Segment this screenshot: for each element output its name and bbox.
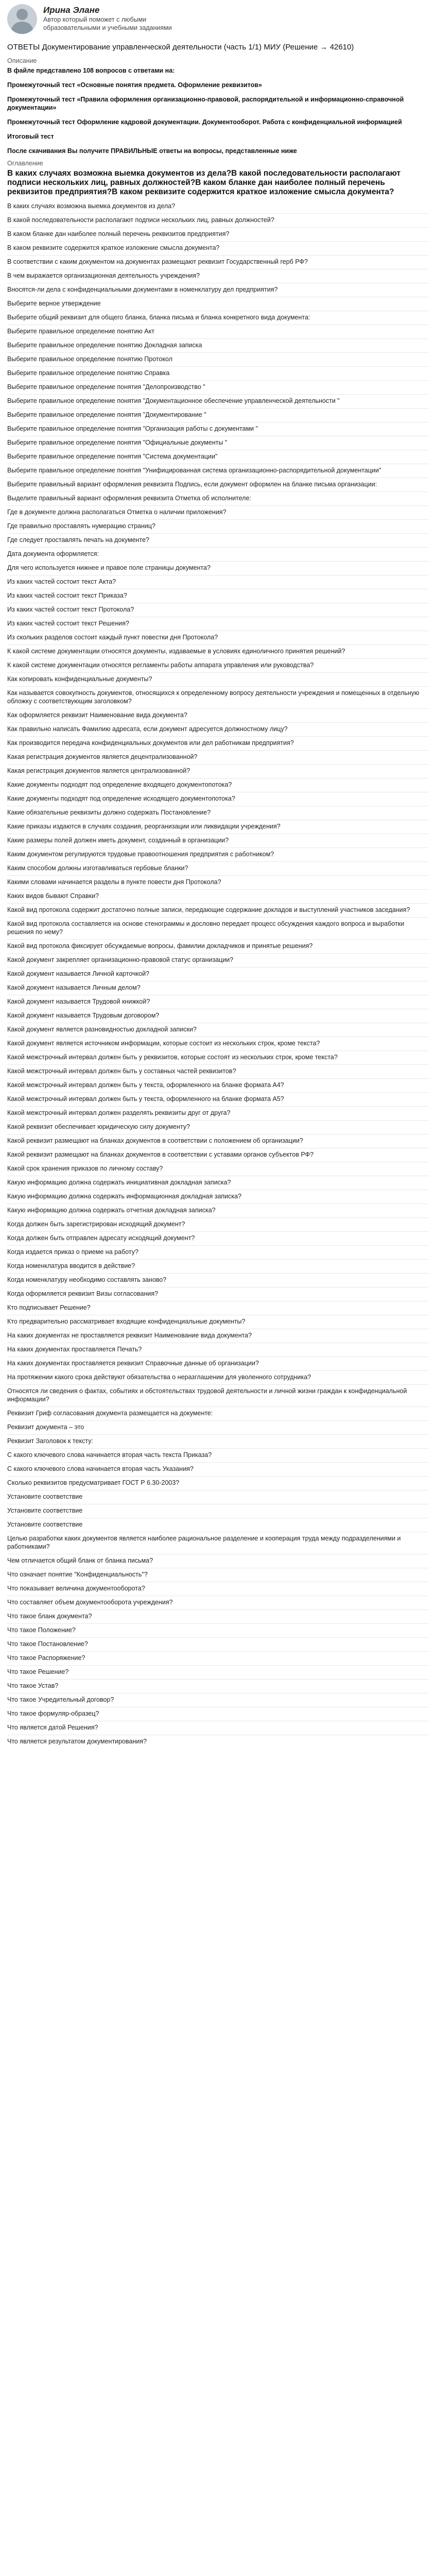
page-title: ОТВЕТЫ Документирование управленческой деятельности (часть 1/1) МИУ (Решение → 42610) [7,43,354,52]
toc-label: Оглавление [7,160,43,167]
question-item: Каким документом регулируются трудовые правоотношения предприятия с работником? [7,848,429,862]
toc-heading: В каких случаях возможна выемка документов из дела?В какой последовательности располагают подписи нескольких лиц, равных должностей?В каком бланке дан наиболее полный перечень реквизитов предприятия?В каком реквизите содержится краткое изложение смысла документа? [7,169,401,196]
question-item: Какие размеры полей должен иметь документ, созданный в организации? [7,834,429,848]
question-item: Какой вид протокола содержит достаточно полные записи, передающие содержание докладов и выступлений участников заседания? [7,904,429,918]
author-name[interactable]: Ирина Элане [43,5,100,15]
description-label: Описание [7,57,37,64]
question-item: Какая регистрация документов является централизованной? [7,765,429,778]
question-item: В чем выражается организационная деятельность учреждения? [7,269,429,283]
description-item: Промежуточный тест «Основные понятия предмета. Оформление реквизитов» [7,81,262,89]
question-item: Установите соответствие [7,1518,429,1532]
question-item: Что составляет объем документооборота учреждения? [7,1596,429,1610]
question-item: К какой системе документации относятся документы, издаваемые в условиях единоличного принятия решений? [7,645,429,659]
question-item: Чем отличается общий бланк от бланка письма? [7,1554,429,1568]
question-item: Из каких частей состоит текст Акта? [7,575,429,589]
question-item: Когда должен быть зарегистрирован исходящий документ? [7,1218,429,1232]
question-item: Что означает понятие "Конфиденциальность"? [7,1568,429,1582]
question-item: На каких документах не проставляется реквизит Наименование вида документа? [7,1329,429,1343]
description-item: В файле представлено 108 вопросов с ответами на: [7,67,175,74]
question-item: Какой документ называется Трудовым договором? [7,1009,429,1023]
question-item: Какие документы подходят под определение входящего документопотока? [7,778,429,792]
question-item: С какого ключевого слова начинается вторая часть текста Приказа? [7,1449,429,1463]
question-item: Целью разработки каких документов является наиболее рациональное разделение и кооперация труда между подразделениями и работниками? [7,1532,429,1554]
question-item: Как производится передача конфиденциальных документов или дел работникам предприятия? [7,737,429,751]
question-item: Из каких частей состоит текст Протокола? [7,603,429,617]
question-item: Для чего используется нижнее и правое поле страницы документа? [7,562,429,575]
question-item: Где правильно проставлять нумерацию страниц? [7,520,429,534]
question-item: Выберите правильное определение понятия "Система документации" [7,450,429,464]
question-item: Что такое Положение? [7,1624,429,1638]
question-item: Когда издается приказ о приеме на работу? [7,1246,429,1260]
question-item: Выберите правильное определение понятия "Делопроизводство " [7,381,429,395]
author-card [7,4,429,35]
question-item: Каких видов бывают Справки? [7,890,429,904]
question-item: Вносятся-ли дела с конфиденциальными документами в номенклатуру дел предприятия? [7,283,429,297]
question-item: Реквизит документа – это [7,1421,429,1435]
question-item: Как называется совокупность документов, относящихся к определенному вопросу деятельности учреждения и помещенных в отдельную обложку с соответствующим заголовком? [7,687,429,709]
question-item: Что такое Решение? [7,1666,429,1680]
question-item: Какой документ называется Трудовой книжкой? [7,995,429,1009]
question-item: Какой срок хранения приказов по личному составу? [7,1162,429,1176]
question-item: В соответствии с каким документом на документах размещают реквизит Государственный герб РФ? [7,256,429,269]
avatar-head-shape [16,9,28,20]
question-item: Какой вид протокола фиксирует обсуждаемые вопросы, фамилии докладчиков и принятые решения? [7,940,429,954]
question-item: Выберите правильное определение понятия "Организация работы с документами " [7,422,429,436]
question-item: Когда должен быть отправлен адресату исходящий документ? [7,1232,429,1246]
question-item: Где в документе должна располагаться Отметка о наличии приложения? [7,506,429,520]
question-item: Дата документа оформляется: [7,548,429,562]
question-item: Кто предварительно рассматривает входящие конфиденциальные документы? [7,1315,429,1329]
question-item: Какой межстрочный интервал должен разделять реквизиты друг от друга? [7,1107,429,1121]
question-item: Какими словами начинается разделы в пункте повести дня Протокола? [7,876,429,890]
question-item: Когда номенклатура вводится в действие? [7,1260,429,1274]
question-item: Выберите общий реквизит для общего бланка, бланка письма и бланка конкретного вида документа: [7,311,429,325]
question-item: Выберите правильное определение понятия "Документационное обеспечение управленческой деятельности " [7,395,429,409]
question-item: Какой реквизит обеспечивает юридическую силу документу? [7,1121,429,1134]
description-item: Промежуточный тест Оформление кадровой документации. Документооборот. Работа с конфиденциальной информацией [7,118,402,126]
question-item: Как оформляется реквизит Наименование вида документа? [7,709,429,723]
question-item: Какие обязательные реквизиты должно содержать Постановление? [7,806,429,820]
description-item: Промежуточный тест «Правила оформления организационно-правовой, распорядительной и информационно-справочной документации» [7,96,404,111]
question-item: Что такое Устав? [7,1680,429,1693]
question-item: Выберите правильное определение понятию Протокол [7,353,429,367]
question-item: Какие документы подходят под определение исходящего документопотока? [7,792,429,806]
question-item: Что такое Постановление? [7,1638,429,1652]
question-item: Из скольких разделов состоит каждый пункт повестки дня Протокола? [7,631,429,645]
question-item: Выберите правильное определение понятия "Официальные документы " [7,436,429,450]
question-item: Какой межстрочный интервал должен быть у составных частей реквизитов? [7,1065,429,1079]
question-item: Из каких частей состоит текст Решения? [7,617,429,631]
question-item: В каком реквизите содержится краткое изложение смысла документа? [7,242,429,256]
question-item: Какой документ является разновидностью докладной записки? [7,1023,429,1037]
question-item: К какой системе документации относятся регламенты работы аппарата управления или руководства? [7,659,429,673]
question-item: Выберите правильный вариант оформления реквизита Подпись, если документ оформлен на бланке письма организации: [7,478,429,492]
description-item: Итоговый тест [7,133,54,140]
question-item: Какой документ называется Личной карточкой? [7,968,429,981]
avatar[interactable] [7,4,37,34]
question-item: Где следует проставлять печать на документе? [7,534,429,548]
question-item: Как правильно написать Фамилию адресата, если документ адресуется должностному лицу? [7,723,429,737]
question-item: Кто подписывает Решение? [7,1301,429,1315]
question-item: Выберите верное утверждение [7,297,429,311]
question-item: Из каких частей состоит текст Приказа? [7,589,429,603]
question-item: С какого ключевого слова начинается вторая часть Указания? [7,1463,429,1477]
question-item: Что такое бланк документа? [7,1610,429,1624]
description-item: После скачивания Вы получите ПРАВИЛЬНЫЕ ответы на вопросы, представленные ниже [7,147,297,155]
question-item: Какие приказы издаются в случаях создания, реорганизации или ликвидации учреждения? [7,820,429,834]
question-item: Какой документ называется Личным делом? [7,981,429,995]
question-item: В каком бланке дан наиболее полный перечень реквизитов предприятия? [7,228,429,242]
question-item: Что является результатом документирования? [7,1738,147,1745]
author-info [43,4,198,32]
question-item: Относятся ли сведения о фактах, событиях и обстоятельствах трудовой деятельности и личной жизни граждан к конфиденциальной информации? [7,1385,429,1407]
question-item: Какой документ закрепляет организационно-правовой статус организации? [7,954,429,968]
question-item: Сколько реквизитов предусматривает ГОСТ Р 6.30-2003? [7,1477,429,1490]
question-item: Выберите правильное определение понятия "Унифицированная система организационно-распорядительной документации" [7,464,429,478]
question-item: Выберите правильное определение понятия "Документирование " [7,409,429,422]
question-item: Выберите правильное определение понятию Акт [7,325,429,339]
question-item: Как копировать конфиденциальные документы? [7,673,429,687]
question-list [7,200,429,1749]
question-item: Какой межстрочный интервал должен быть у текста, оформленного на бланке формата А5? [7,1093,429,1107]
question-item: Что показывает величина документооборота? [7,1582,429,1596]
question-item: Какой реквизит размещают на бланках документов в соответствии с положением об организации? [7,1134,429,1148]
author-description: Автор который поможет с любыми образовательными и учебными заданиями [43,16,172,31]
question-item: Какой межстрочный интервал должен быть у реквизитов, которые состоят из нескольких строк, кроме текста? [7,1051,429,1065]
question-item: Какую информацию должна содержать инициативная докладная записка? [7,1176,429,1190]
question-item: Какой реквизит размещают на бланках документов в соответствии с уставами органов субъектов РФ? [7,1148,429,1162]
question-item: Установите соответствие [7,1490,429,1504]
question-item: Выберите правильное определение понятию Справка [7,367,429,381]
avatar-body-shape [11,22,33,34]
question-item: Когда оформляется реквизит Визы согласования? [7,1287,429,1301]
question-item: Реквизит Заголовок к тексту: [7,1435,429,1449]
question-item: Какую информацию должна содержать отчетная докладная записка? [7,1204,429,1218]
question-item: Установите соответствие [7,1504,429,1518]
question-item: Что такое Распоряжение? [7,1652,429,1666]
question-item: Каким способом должны изготавливаться гербовые бланки? [7,862,429,876]
question-item: В каких случаях возможна выемка документов из дела? [7,200,429,214]
question-item: Какой межстрочный интервал должен быть у текста, оформленного на бланке формата А4? [7,1079,429,1093]
question-item: На протяжении какого срока действуют обязательства о неразглашении для уволенного сотрудника? [7,1371,429,1385]
question-item: Когда номенклатуру необходимо составлять заново? [7,1274,429,1287]
question-item: Какой документ является источником информации, которые состоит из нескольких строк, кроме текста? [7,1037,429,1051]
question-item: Реквизит Гриф согласования документа размещается на документе: [7,1407,429,1421]
question-item: Какая регистрация документов является децентрализованной? [7,751,429,765]
question-item: Что такое Учредительный договор? [7,1693,429,1707]
question-item: На каких документах проставляется Печать? [7,1343,429,1357]
question-item: Какой вид протокола составляется на основе стенограммы и дословно передает процесс обсуждения каждого вопроса и выработки решения по нему? [7,918,429,940]
question-item: Что такое формуляр-образец? [7,1707,429,1721]
question-item: На каких документах проставляется реквизит Справочные данные об организации? [7,1357,429,1371]
question-item: Выберите правильное определение понятию Докладная записка [7,339,429,353]
question-item: В какой последовательности располагают подписи нескольких лиц, равных должностей? [7,214,429,228]
question-item: Какую информацию должна содержать информационная докладная записка? [7,1190,429,1204]
question-item: Выделите правильный вариант оформления реквизита Отметка об исполнителе: [7,492,429,506]
question-item: Что является датой Решения? [7,1721,429,1735]
